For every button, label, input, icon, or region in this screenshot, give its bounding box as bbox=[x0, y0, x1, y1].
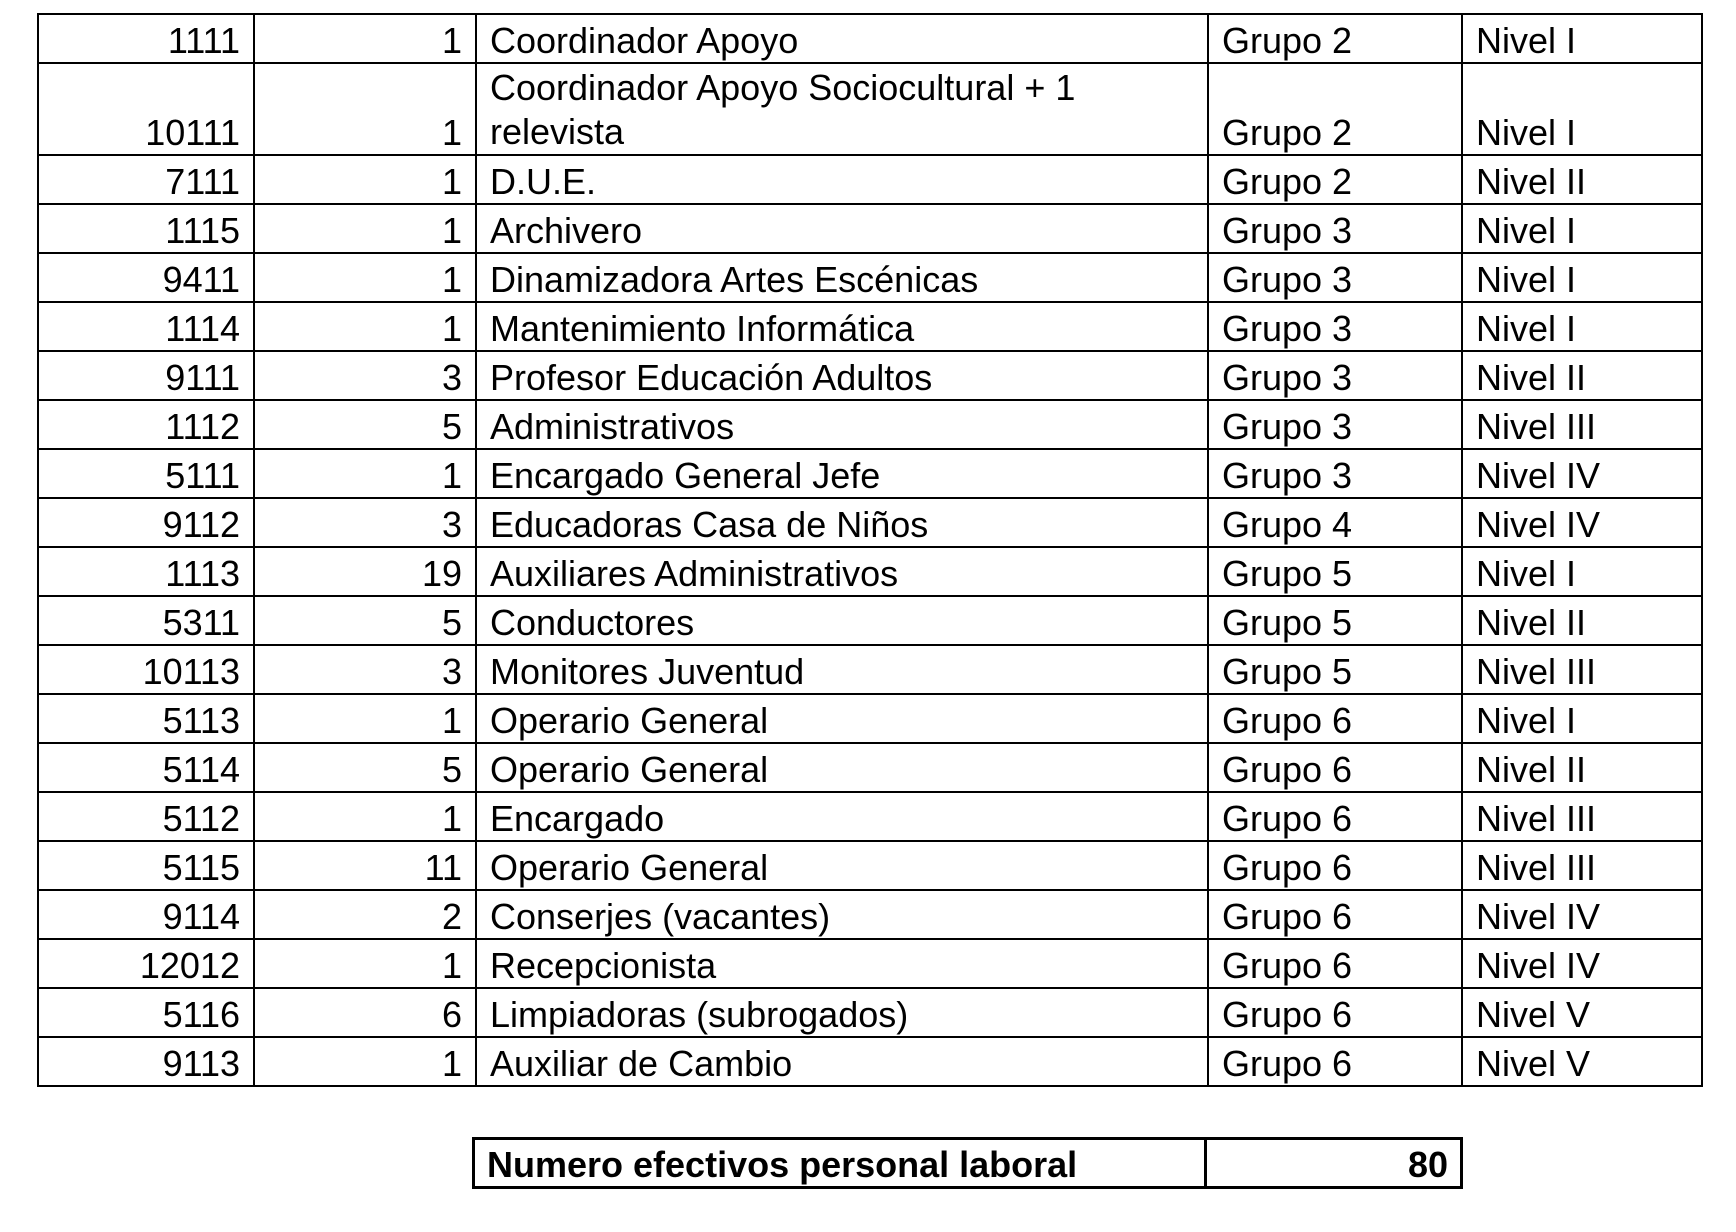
cell-group: Grupo 6 bbox=[1208, 743, 1462, 792]
cell-group: Grupo 6 bbox=[1208, 939, 1462, 988]
cell-level: Nivel III bbox=[1462, 792, 1702, 841]
cell-count: 3 bbox=[254, 498, 476, 547]
cell-count: 5 bbox=[254, 400, 476, 449]
cell-group: Grupo 3 bbox=[1208, 449, 1462, 498]
table-row bbox=[38, 14, 1702, 63]
cell-position: Encargado bbox=[476, 792, 1208, 841]
cell-group: Grupo 3 bbox=[1208, 400, 1462, 449]
cell-group: Grupo 2 bbox=[1208, 14, 1462, 63]
cell-level: Nivel I bbox=[1462, 63, 1702, 155]
cell-group: Grupo 3 bbox=[1208, 351, 1462, 400]
cell-code: 5112 bbox=[38, 792, 254, 841]
table-row bbox=[38, 253, 1702, 302]
table-row bbox=[38, 547, 1702, 596]
cell-code: 1112 bbox=[38, 400, 254, 449]
cell-count: 2 bbox=[254, 890, 476, 939]
cell-group: Grupo 6 bbox=[1208, 988, 1462, 1037]
table-row bbox=[38, 204, 1702, 253]
cell-position: Conserjes (vacantes) bbox=[476, 890, 1208, 939]
cell-code: 5111 bbox=[38, 449, 254, 498]
cell-count: 3 bbox=[254, 645, 476, 694]
table-row bbox=[38, 645, 1702, 694]
cell-position: Limpiadoras (subrogados) bbox=[476, 988, 1208, 1037]
cell-count: 1 bbox=[254, 1037, 476, 1086]
cell-level: Nivel I bbox=[1462, 302, 1702, 351]
table-row bbox=[38, 743, 1702, 792]
cell-position: Mantenimiento Informática bbox=[476, 302, 1208, 351]
cell-group: Grupo 5 bbox=[1208, 645, 1462, 694]
cell-position: Operario General bbox=[476, 743, 1208, 792]
cell-position: Coordinador Apoyo bbox=[476, 14, 1208, 63]
cell-group: Grupo 6 bbox=[1208, 890, 1462, 939]
table-row bbox=[38, 1037, 1702, 1086]
table-row bbox=[38, 596, 1702, 645]
cell-code: 9114 bbox=[38, 890, 254, 939]
table-row bbox=[38, 400, 1702, 449]
cell-code: 10113 bbox=[38, 645, 254, 694]
cell-position: Profesor Educación Adultos bbox=[476, 351, 1208, 400]
cell-level: Nivel IV bbox=[1462, 939, 1702, 988]
table-row bbox=[38, 302, 1702, 351]
cell-group: Grupo 2 bbox=[1208, 63, 1462, 155]
cell-code: 5116 bbox=[38, 988, 254, 1037]
cell-level: Nivel I bbox=[1462, 694, 1702, 743]
cell-level: Nivel IV bbox=[1462, 890, 1702, 939]
cell-position: Educadoras Casa de Niños bbox=[476, 498, 1208, 547]
cell-level: Nivel III bbox=[1462, 645, 1702, 694]
cell-count: 5 bbox=[254, 596, 476, 645]
cell-group: Grupo 5 bbox=[1208, 547, 1462, 596]
cell-level: Nivel V bbox=[1462, 1037, 1702, 1086]
cell-count: 5 bbox=[254, 743, 476, 792]
cell-level: Nivel II bbox=[1462, 596, 1702, 645]
cell-level: Nivel I bbox=[1462, 204, 1702, 253]
table-row bbox=[38, 792, 1702, 841]
summary-table bbox=[472, 1137, 1463, 1189]
cell-code: 5114 bbox=[38, 743, 254, 792]
cell-group: Grupo 4 bbox=[1208, 498, 1462, 547]
cell-position: Auxiliar de Cambio bbox=[476, 1037, 1208, 1086]
cell-level: Nivel II bbox=[1462, 743, 1702, 792]
cell-code: 9411 bbox=[38, 253, 254, 302]
cell-level: Nivel I bbox=[1462, 253, 1702, 302]
cell-group: Grupo 2 bbox=[1208, 155, 1462, 204]
cell-count: 1 bbox=[254, 155, 476, 204]
cell-position: Recepcionista bbox=[476, 939, 1208, 988]
cell-code: 5311 bbox=[38, 596, 254, 645]
cell-level: Nivel IV bbox=[1462, 498, 1702, 547]
table-row bbox=[38, 890, 1702, 939]
cell-count: 1 bbox=[254, 449, 476, 498]
summary-label: Numero efectivos personal laboral bbox=[474, 1139, 1206, 1188]
cell-group: Grupo 6 bbox=[1208, 1037, 1462, 1086]
staff-table-body bbox=[38, 14, 1702, 1086]
cell-count: 1 bbox=[254, 14, 476, 63]
cell-code: 1114 bbox=[38, 302, 254, 351]
cell-group: Grupo 3 bbox=[1208, 204, 1462, 253]
cell-group: Grupo 3 bbox=[1208, 302, 1462, 351]
summary-total: 80 bbox=[1206, 1139, 1462, 1188]
cell-count: 19 bbox=[254, 547, 476, 596]
cell-position: Conductores bbox=[476, 596, 1208, 645]
table-row bbox=[38, 988, 1702, 1037]
summary-row bbox=[474, 1139, 1462, 1188]
cell-code: 5115 bbox=[38, 841, 254, 890]
cell-position: Dinamizadora Artes Escénicas bbox=[476, 253, 1208, 302]
cell-group: Grupo 5 bbox=[1208, 596, 1462, 645]
cell-code: 1111 bbox=[38, 14, 254, 63]
table-row bbox=[38, 63, 1702, 155]
cell-code: 1115 bbox=[38, 204, 254, 253]
table-row bbox=[38, 449, 1702, 498]
cell-count: 6 bbox=[254, 988, 476, 1037]
cell-position: Administrativos bbox=[476, 400, 1208, 449]
cell-count: 11 bbox=[254, 841, 476, 890]
cell-group: Grupo 3 bbox=[1208, 253, 1462, 302]
cell-code: 9112 bbox=[38, 498, 254, 547]
cell-position: Archivero bbox=[476, 204, 1208, 253]
cell-count: 1 bbox=[254, 302, 476, 351]
cell-position: Operario General bbox=[476, 694, 1208, 743]
cell-level: Nivel III bbox=[1462, 841, 1702, 890]
cell-position: Coordinador Apoyo Sociocultural + 1 relevista bbox=[476, 63, 1208, 155]
cell-position: Operario General bbox=[476, 841, 1208, 890]
cell-count: 1 bbox=[254, 253, 476, 302]
cell-level: Nivel IV bbox=[1462, 449, 1702, 498]
table-row bbox=[38, 841, 1702, 890]
table-row bbox=[38, 351, 1702, 400]
cell-level: Nivel I bbox=[1462, 547, 1702, 596]
cell-code: 7111 bbox=[38, 155, 254, 204]
cell-position: Auxiliares Administrativos bbox=[476, 547, 1208, 596]
cell-code: 1113 bbox=[38, 547, 254, 596]
cell-count: 1 bbox=[254, 694, 476, 743]
cell-position: Monitores Juventud bbox=[476, 645, 1208, 694]
table-row bbox=[38, 155, 1702, 204]
cell-code: 9113 bbox=[38, 1037, 254, 1086]
cell-level: Nivel II bbox=[1462, 351, 1702, 400]
cell-level: Nivel V bbox=[1462, 988, 1702, 1037]
cell-count: 1 bbox=[254, 792, 476, 841]
cell-group: Grupo 6 bbox=[1208, 841, 1462, 890]
cell-level: Nivel II bbox=[1462, 155, 1702, 204]
cell-code: 12012 bbox=[38, 939, 254, 988]
cell-count: 1 bbox=[254, 939, 476, 988]
cell-count: 1 bbox=[254, 204, 476, 253]
cell-code: 5113 bbox=[38, 694, 254, 743]
cell-code: 10111 bbox=[38, 63, 254, 155]
cell-count: 1 bbox=[254, 63, 476, 155]
table-row bbox=[38, 939, 1702, 988]
cell-position: D.U.E. bbox=[476, 155, 1208, 204]
cell-level: Nivel I bbox=[1462, 14, 1702, 63]
cell-position: Encargado General Jefe bbox=[476, 449, 1208, 498]
table-row bbox=[38, 498, 1702, 547]
cell-count: 3 bbox=[254, 351, 476, 400]
cell-group: Grupo 6 bbox=[1208, 792, 1462, 841]
table-row bbox=[38, 694, 1702, 743]
cell-level: Nivel III bbox=[1462, 400, 1702, 449]
cell-group: Grupo 6 bbox=[1208, 694, 1462, 743]
cell-code: 9111 bbox=[38, 351, 254, 400]
staff-table bbox=[37, 13, 1703, 1087]
